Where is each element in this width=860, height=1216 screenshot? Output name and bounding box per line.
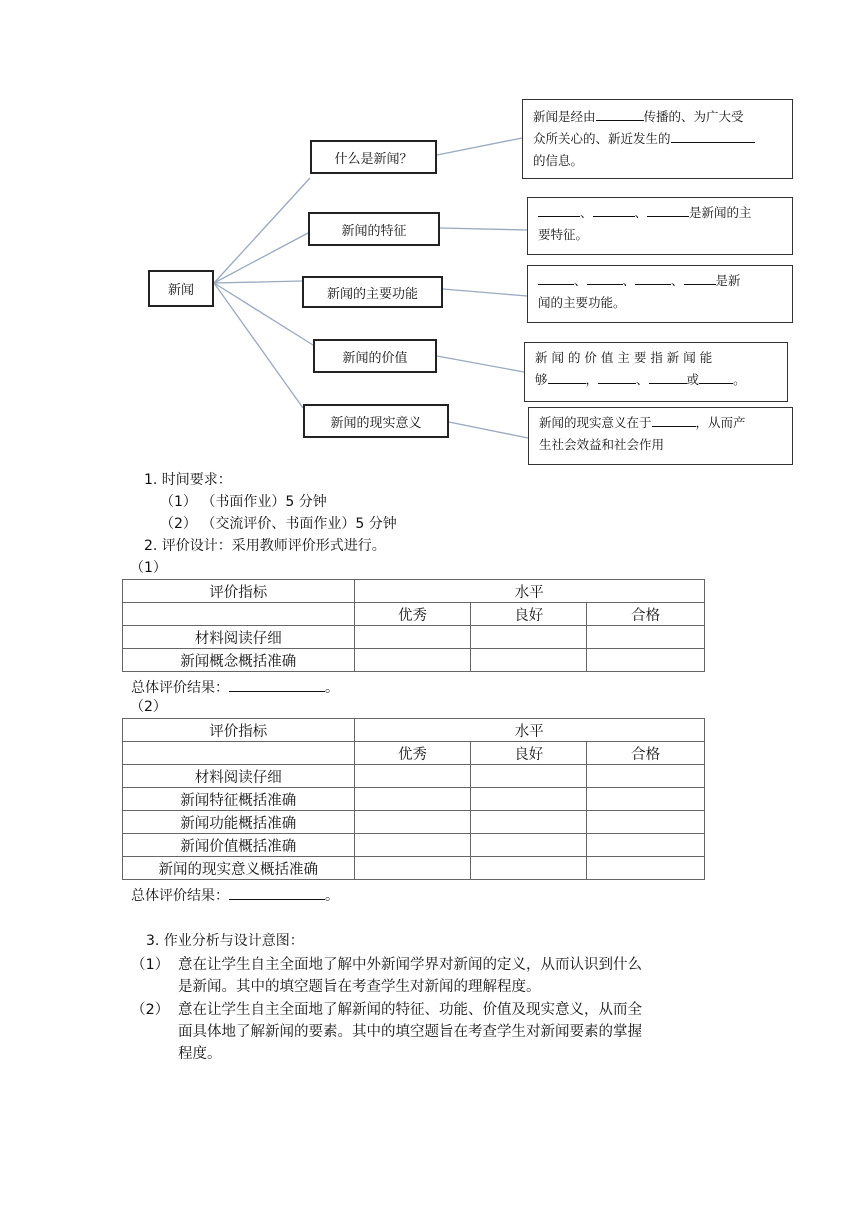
node-what-is-news bbox=[310, 140, 437, 174]
node-functions bbox=[302, 276, 443, 308]
evaluation-table-2 bbox=[122, 718, 705, 880]
overall-result-1: 总体评价结果： 。 bbox=[131, 677, 339, 698]
table-header-row bbox=[123, 580, 705, 603]
evaluation-table-1 bbox=[122, 579, 705, 672]
answer-box-significance: 新闻的现实意义在于 ，从而产 生社会效益和社会作用 bbox=[528, 407, 793, 465]
header-excellent: 优秀 bbox=[354, 603, 471, 626]
header-pass: 合格 bbox=[587, 742, 705, 765]
table-row: 新闻的现实意义概括准确 bbox=[123, 857, 705, 880]
answer-box-functions: 、 、 、 是新 闻的主要功能。 bbox=[527, 265, 793, 323]
fill-blank[interactable] bbox=[699, 369, 733, 384]
node-value bbox=[313, 339, 437, 373]
node-label: 新闻的特征 bbox=[341, 223, 407, 239]
node-label: 新闻的现实意义 bbox=[330, 415, 422, 431]
table-subheader-row bbox=[123, 742, 705, 765]
node-label: 新闻的价值 bbox=[342, 350, 408, 366]
header-good: 良好 bbox=[471, 603, 587, 626]
table-row: 新闻功能概括准确 bbox=[123, 811, 705, 834]
root-label: 新闻 bbox=[167, 283, 194, 298]
node-significance bbox=[303, 404, 449, 438]
table-row: 材料阅读仔细 bbox=[123, 626, 705, 649]
node-features bbox=[308, 212, 440, 246]
answer-box-features: 、 、 是新闻的主 要特征。 bbox=[527, 197, 793, 255]
header-good: 良好 bbox=[471, 742, 587, 765]
fill-blank[interactable] bbox=[647, 202, 689, 217]
section-2-title: 2. 评价设计：采用教师评价形式进行。 bbox=[144, 538, 386, 554]
table-subheader-row bbox=[123, 603, 705, 626]
table-1-label: （1） bbox=[130, 560, 167, 576]
section-1-item-2: （2） （交流评价、书面作业）5 分钟 bbox=[160, 516, 397, 532]
fill-blank[interactable] bbox=[538, 202, 580, 217]
fill-blank[interactable] bbox=[635, 270, 671, 285]
answer-box-definition: 新闻是经由 传播的、为广大受 众所关心的、新近发生的 的信息。 bbox=[522, 99, 793, 179]
header-pass: 合格 bbox=[587, 603, 705, 626]
fill-blank[interactable] bbox=[596, 106, 644, 121]
node-label: 什么是新闻？ bbox=[334, 151, 413, 167]
fill-blank[interactable] bbox=[229, 677, 325, 692]
header-level: 水平 bbox=[354, 719, 704, 742]
overall-result-2: 总体评价结果： 。 bbox=[131, 885, 339, 906]
fill-blank[interactable] bbox=[593, 202, 635, 217]
table-header-row bbox=[123, 719, 705, 742]
mindmap-root bbox=[148, 270, 214, 307]
section-1-item-1: （1） （书面作业）5 分钟 bbox=[160, 494, 327, 510]
table-row: 新闻概念概括准确 bbox=[123, 649, 705, 672]
header-indicator: 评价指标 bbox=[123, 719, 355, 742]
table-row: 新闻价值概括准确 bbox=[123, 834, 705, 857]
table-2-label: （2） bbox=[130, 699, 167, 715]
header-indicator: 评价指标 bbox=[123, 580, 355, 603]
header-excellent: 优秀 bbox=[354, 742, 471, 765]
analysis-paragraph-2: （2） 意在让学生自主全面地了解新闻的特征、功能、价值及现实意义，从而全 面具体地了解新闻的要素。其中的填空题旨在考查学生对新闻要素的掌握 程度。 bbox=[131, 1002, 642, 1062]
header-level: 水平 bbox=[354, 580, 704, 603]
fill-blank[interactable] bbox=[684, 270, 716, 285]
fill-blank[interactable] bbox=[671, 128, 755, 143]
fill-blank[interactable] bbox=[649, 369, 687, 384]
fill-blank[interactable] bbox=[538, 270, 574, 285]
fill-blank[interactable] bbox=[652, 412, 696, 427]
node-label: 新闻的主要功能 bbox=[326, 286, 418, 302]
fill-blank[interactable] bbox=[548, 369, 586, 384]
section-3-title: 3. 作业分析与设计意图： bbox=[146, 933, 304, 949]
fill-blank[interactable] bbox=[229, 885, 325, 900]
table-row: 材料阅读仔细 bbox=[123, 765, 705, 788]
section-1-title: 1. 时间要求： bbox=[144, 472, 232, 488]
fill-blank[interactable] bbox=[587, 270, 623, 285]
analysis-paragraph-1: （1） 意在让学生自主全面地了解中外新闻学界对新闻的定义，从而认识到什么 是新闻。其中的填空题旨在考查学生对新闻的理解程度。 bbox=[131, 957, 642, 995]
fill-blank[interactable] bbox=[598, 369, 636, 384]
table-row: 新闻特征概括准确 bbox=[123, 788, 705, 811]
answer-box-value: 新 闻 的 价 值 主 要 指 新 闻 能 够 ， 、 或 。 bbox=[524, 342, 788, 402]
